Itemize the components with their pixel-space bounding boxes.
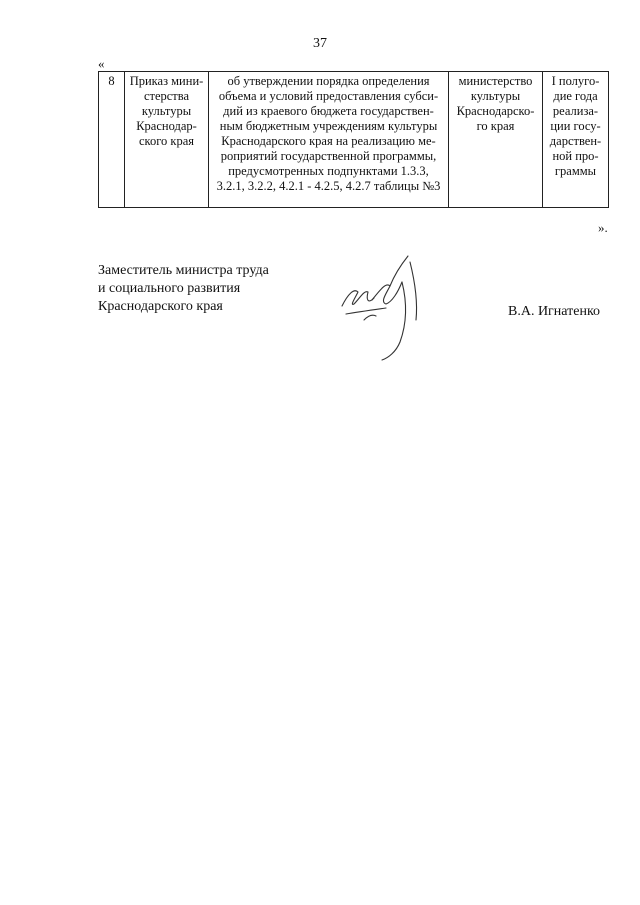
row-number: 8 bbox=[99, 72, 125, 208]
document-table bbox=[98, 71, 609, 208]
signer-position bbox=[98, 262, 269, 316]
description-line: роприятий государственной программы, bbox=[220, 149, 437, 163]
signer-position-line: Заместитель министра труда bbox=[98, 263, 269, 278]
description-line: дий из краевого бюджета государствен- bbox=[223, 104, 434, 118]
document-type-line: ского края bbox=[138, 134, 195, 148]
page-number: 37 bbox=[313, 36, 327, 51]
term-line: граммы bbox=[554, 164, 597, 178]
description-cell bbox=[209, 72, 449, 208]
term-cell bbox=[543, 72, 609, 208]
document-type-line: Приказ мини- bbox=[129, 74, 204, 88]
term-line: I полуго- bbox=[551, 74, 600, 88]
description-line: ным бюджетным учреждениям культуры bbox=[219, 119, 438, 133]
table-row bbox=[99, 72, 609, 208]
document-type-line: Краснодар- bbox=[136, 119, 197, 133]
term-line: реализа- bbox=[552, 104, 599, 118]
term-line: ции госу- bbox=[550, 119, 601, 133]
document-type-line: культуры bbox=[141, 104, 192, 118]
signer-name: В.А. Игнатенко bbox=[508, 304, 601, 319]
closing-quote: ». bbox=[598, 220, 608, 235]
signer-position-line: Краснодарского края bbox=[98, 299, 223, 314]
term-line: дие года bbox=[553, 89, 598, 103]
handwritten-signature bbox=[328, 242, 438, 362]
organization-line: го края bbox=[476, 119, 515, 133]
term-line: ной про- bbox=[552, 149, 599, 163]
description-line: предусмотренных подпунктами 1.3.3, bbox=[228, 164, 429, 178]
document-type-line: стерства bbox=[143, 89, 190, 103]
organization-line: министерство bbox=[458, 74, 533, 88]
signer-position-line: и социального развития bbox=[98, 281, 241, 296]
description-line: об утверждении порядка определения bbox=[227, 74, 430, 88]
description-line: Краснодарского края на реализацию ме- bbox=[221, 134, 436, 148]
description-line: 3.2.1, 3.2.2, 4.2.1 - 4.2.5, 4.2.7 таблицы №3 bbox=[216, 179, 441, 193]
organization-cell bbox=[449, 72, 543, 208]
description-line: объема и условий предоставления субси- bbox=[218, 89, 439, 103]
term-line: дарствен- bbox=[549, 134, 602, 148]
opening-quote: « bbox=[98, 56, 105, 71]
organization-line: Краснодарско- bbox=[456, 104, 535, 118]
organization-line: культуры bbox=[470, 89, 521, 103]
document-type-cell bbox=[125, 72, 209, 208]
